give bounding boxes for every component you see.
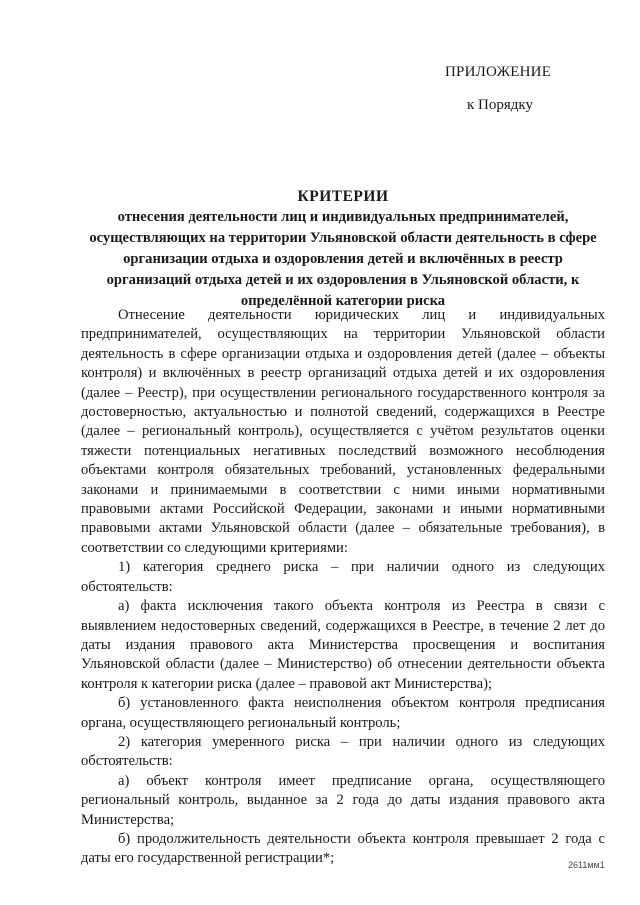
paragraph-moderate-risk-a: а) объект контроля имеет предписание органа, осуществляющего региональный контроль, выданное за 2 года до даты издания правового акта Министерства; [81,772,605,828]
paragraph-medium-risk-a: а) факта исключения такого объекта контроля из Реестра в связи с выявлением недостоверных сведений, содержащихся в Реестре, в течение 2 лет до даты издания правового акта Министерства просвещения и воспитания Ульяновской области (далее – Министерство) об отнесении деятельности объекта контроля к категории риска (далее – правовой акт Министерства); [81,598,605,692]
paragraph-moderate-risk: 2) категория умеренного риска – при наличии одного из следующих обстоятельств: [81,733,605,770]
paragraph-medium-risk: 1) категория среднего риска – при наличии одного из следующих обстоятельств: [81,559,605,595]
paragraph-intro: Отнесение деятельности юридических лиц и индивидуальных предпринимателей, осуществляющих на территории Ульяновской области деятельность в сфере организации отдыха и оздоровления детей (далее – объекты контроля) и включённых в реестр организаций отдыха детей и их оздоровления (далее – Реестр), при осуществлении регионального государственного контроля за достоверностью, актуальностью и полнотой сведений, содержащихся в Реестре (далее – региональный контроль), осуществляется с учётом результатов оценки тяжести потенциальных негативных последствий возможного несоблюдения объектами контроля обязательных требований, установленных федеральными законами и принимаемыми в соответствии с ними иными нормативными правовыми актами Российской Федерации, законами и иными нормативными правовыми актами Ульяновской области (далее – обязательные требования), в соответствии со следующими критериями: [81,307,605,556]
document-heading [80,186,606,312]
paragraph-moderate-risk-b: б) продолжительность деятельности объекта контроля превышает 2 года с даты его государственной регистрации*; [81,830,605,867]
document-title: КРИТЕРИИ [297,188,389,205]
appendix-label: ПРИЛОЖЕНИЕ [445,64,552,80]
document-body [81,306,605,869]
paragraph-medium-risk-b: б) установленного факта неисполнения объектом контроля предписания органа, осуществляющего региональный контроль; [81,695,605,731]
document-subtitle: отнесения деятельности лиц и индивидуальных предпринимателей, осуществляющих на территории Ульяновской области деятельность в сфере организации отдыха и оздоровления детей и включённых в реестр организаций отдыха детей и их оздоровления в Ульяновской области, к определённой категории риска [89,209,597,309]
footer-document-code: 2611мм1 [568,860,605,870]
to-order-label: к Порядку [467,97,533,113]
